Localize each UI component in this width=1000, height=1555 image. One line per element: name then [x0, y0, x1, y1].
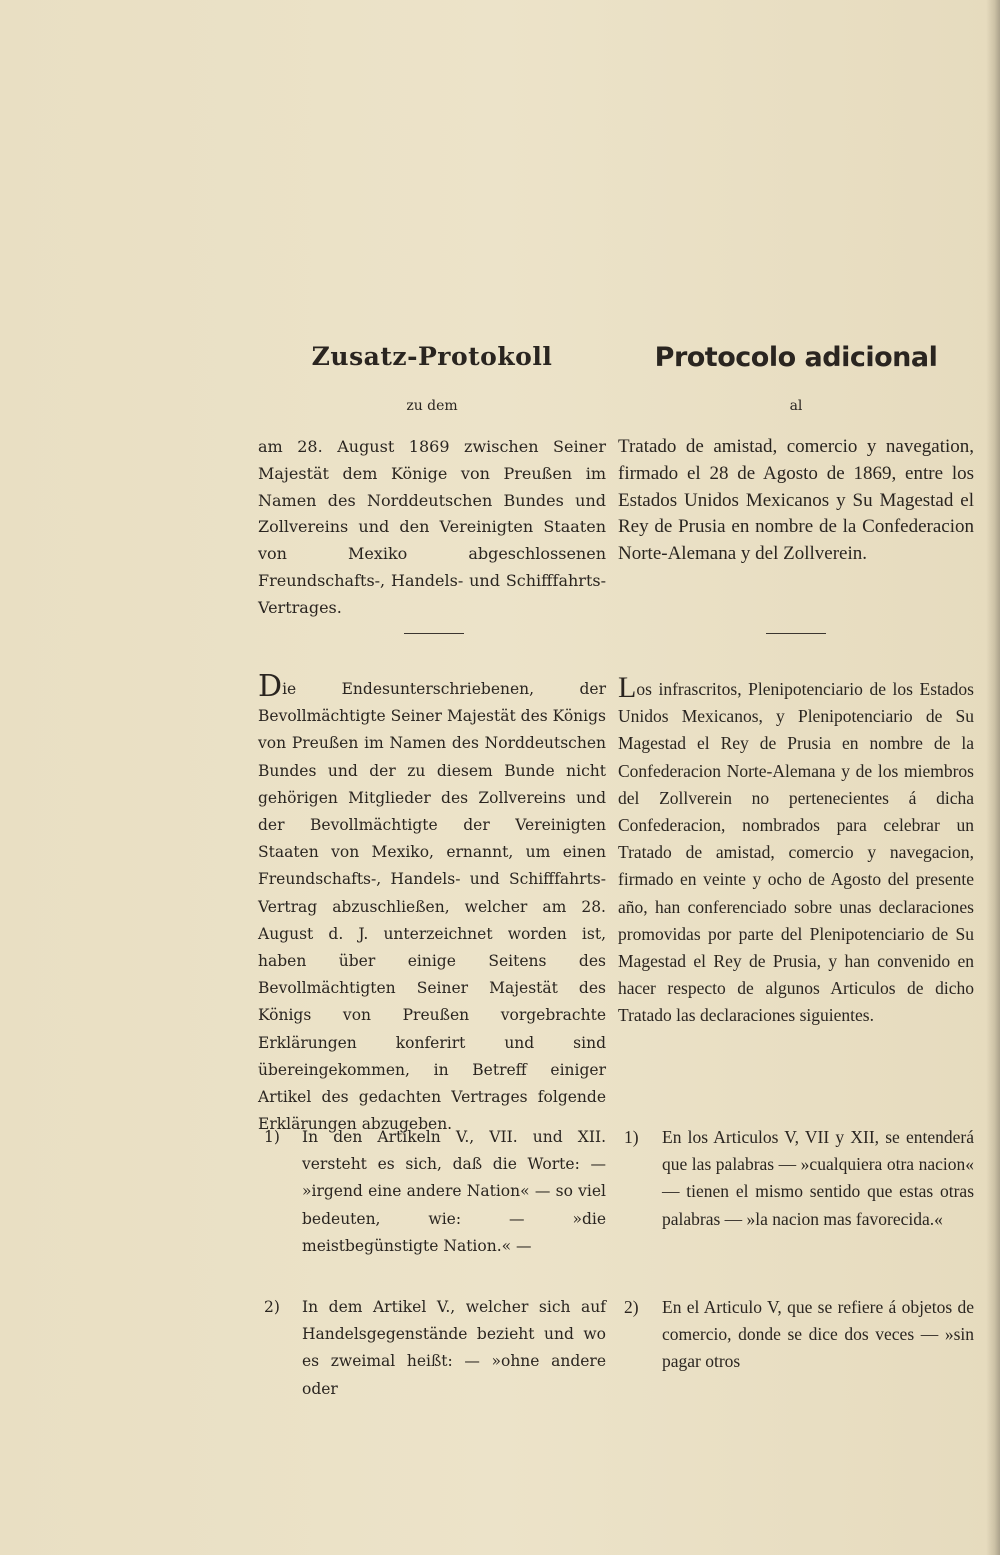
spanish-body: [618, 671, 974, 1030]
spanish-subtitle: al: [789, 398, 803, 414]
spanish-item-2-text: En el Articulo V, que se refiere á objetos de comercio, donde se dice dos veces — »sin pagar otros: [662, 1297, 974, 1372]
spanish-drop-initial: L: [618, 671, 637, 704]
german-divider: [404, 633, 464, 634]
german-item-1-number: 1): [264, 1128, 280, 1146]
spanish-preamble: Tratado de amistad, comercio y navegation, firmado el 28 de Agosto de 1869, entre los Estados Unidos Mexicanos y Su Magestad el Rey de Prusia en nombre de la Confederacion Norte-Alemana y del Zollverein.: [618, 436, 974, 565]
german-item-2-number: 2): [264, 1298, 280, 1316]
german-body-text: ie Endesunterschriebenen, der Bevollmächtigte Seiner Majestät des Königs von Preußen im Namen des Norddeutschen Bundes und der zu diesem Bunde nicht gehörigen Mitglieder des Zollvereins und der Bevollmächtigte der Vereinigten Staaten von Mexiko, ernannt, um einen Freundschafts-, Handels- und Schifffahrts-Vertrag abzuschließen, welcher am 28. August d. J. unterzeichnet worden ist, haben über einige Seitens des Bevollmächtigten Seiner Majestät des Königs von Preußen vorgebrachte Erklärungen konferirt und sind übereingekommen, in Betreff einiger Artikel des gedachten Vertrages folgende Erklärungen abzugeben.: [258, 680, 606, 1134]
spanish-title: Protocolo adicional: [654, 342, 938, 373]
german-item-1-text: In den Artikeln V., VII. und XII. versteht es sich, daß die Worte: — »irgend eine andere Nation« — so viel bedeuten, wie: — »die meistbegünstigte Nation.« —: [302, 1128, 606, 1255]
spanish-item-1-number: 1): [624, 1127, 639, 1147]
spanish-item-1: [618, 1124, 974, 1233]
german-item-1: [258, 1124, 606, 1260]
spanish-item-2-number: 2): [624, 1297, 639, 1317]
spanish-item-1-text: En los Articulos V, VII y XII, se entenderá que las palabras — »cualquiera otra nacion« — tienen el mismo sentido que estas otras palabras — »la nacion mas favorecida.«: [662, 1127, 974, 1229]
page-edge-shadow: [986, 0, 1000, 1555]
spanish-body-text: os infrascritos, Plenipotenciario de los Estados Unidos Mexicanos, y Plenipotenciario de Su Magestad el Rey de Prusia en nombre de la Confederacion Norte-Alemana y de los miembros del Zollverein no pertenecientes á dicha Confederacion, nombrados para celebrar un Tratado de amistad, comercio y navegacion, firmado en veinte y ocho de Agosto del presente año, han conferenciado sobre unas declaraciones promovidas por parte del Plenipotenciario de Su Magestad el Rey de Prusia, y han convenido en hacer respecto de algunos Articulos de dicho Tratado las declaraciones siguientes.: [618, 679, 974, 1026]
german-item-2-text: In dem Artikel V., welcher sich auf Handelsgegenstände bezieht und wo es zweimal heißt: — »ohne andere oder: [302, 1298, 606, 1398]
spanish-item-2: [618, 1294, 974, 1376]
spanish-divider: [766, 633, 826, 634]
german-item-2: [258, 1294, 606, 1403]
german-preamble: am 28. August 1869 zwischen Seiner Majestät dem Könige von Preußen im Namen des Norddeutschen Bundes und Zollvereins und den Vereinigten Staaten von Mexiko abgeschlossenen Freundschafts-, Handels- und Schifffahrts-Vertrages.: [258, 437, 606, 617]
german-subtitle: zu dem: [406, 398, 458, 414]
german-title: Zusatz-Protokoll: [311, 342, 553, 371]
german-body: [258, 669, 606, 1138]
german-drop-initial: D: [258, 669, 283, 704]
